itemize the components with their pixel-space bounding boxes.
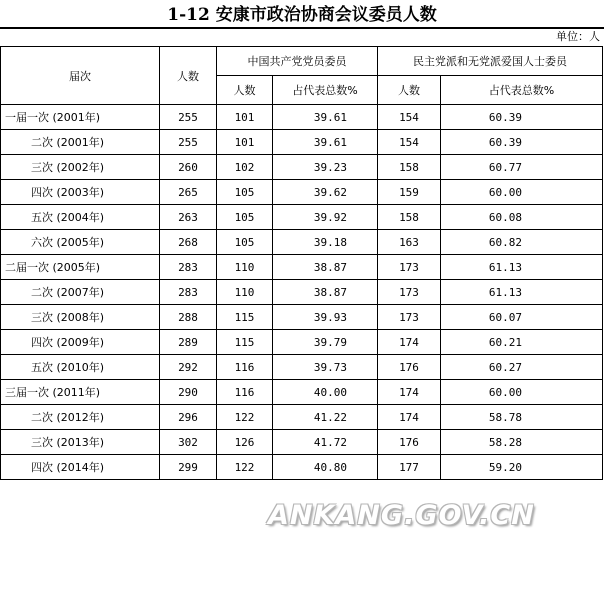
other-pct-cell: 60.00 xyxy=(441,380,603,405)
ccp-pct-cell: 39.61 xyxy=(273,105,378,130)
session-cell: 四次 (2009年) xyxy=(1,330,160,355)
ccp-count-cell: 105 xyxy=(217,180,273,205)
header-other-count: 人数 xyxy=(378,76,441,105)
table-row xyxy=(1,380,603,405)
total-cell: 260 xyxy=(160,155,217,180)
other-count-cell: 158 xyxy=(378,205,441,230)
other-count-cell: 174 xyxy=(378,330,441,355)
other-count-cell: 173 xyxy=(378,255,441,280)
total-cell: 263 xyxy=(160,205,217,230)
session-cell: 二次 (2001年) xyxy=(1,130,160,155)
other-pct-cell: 60.27 xyxy=(441,355,603,380)
other-count-cell: 176 xyxy=(378,355,441,380)
other-count-cell: 159 xyxy=(378,180,441,205)
other-count-cell: 154 xyxy=(378,130,441,155)
table-row xyxy=(1,180,603,205)
header-other-pct: 占代表总数% xyxy=(441,76,603,105)
other-count-cell: 173 xyxy=(378,280,441,305)
total-cell: 255 xyxy=(160,105,217,130)
ccp-count-cell: 122 xyxy=(217,455,273,480)
table-row xyxy=(1,230,603,255)
table-row xyxy=(1,130,603,155)
ccp-count-cell: 101 xyxy=(217,105,273,130)
other-count-cell: 174 xyxy=(378,380,441,405)
total-cell: 265 xyxy=(160,180,217,205)
ccp-count-cell: 126 xyxy=(217,430,273,455)
other-count-cell: 176 xyxy=(378,430,441,455)
session-cell: 一届一次 (2001年) xyxy=(1,105,160,130)
other-pct-cell: 61.13 xyxy=(441,280,603,305)
table-row xyxy=(1,405,603,430)
other-count-cell: 154 xyxy=(378,105,441,130)
table-row xyxy=(1,355,603,380)
total-cell: 299 xyxy=(160,455,217,480)
header-total: 人数 xyxy=(160,47,217,105)
ccp-count-cell: 115 xyxy=(217,305,273,330)
session-cell: 三次 (2013年) xyxy=(1,430,160,455)
ccp-pct-cell: 39.79 xyxy=(273,330,378,355)
total-cell: 255 xyxy=(160,130,217,155)
total-cell: 283 xyxy=(160,280,217,305)
other-pct-cell: 60.39 xyxy=(441,105,603,130)
other-pct-cell: 58.78 xyxy=(441,405,603,430)
table-row xyxy=(1,430,603,455)
ccp-count-cell: 122 xyxy=(217,405,273,430)
other-count-cell: 177 xyxy=(378,455,441,480)
other-pct-cell: 59.20 xyxy=(441,455,603,480)
header-row-1 xyxy=(1,47,603,76)
ccp-count-cell: 116 xyxy=(217,380,273,405)
title-divider xyxy=(0,27,604,29)
table-row xyxy=(1,330,603,355)
table-row xyxy=(1,205,603,230)
other-pct-cell: 60.39 xyxy=(441,130,603,155)
ccp-pct-cell: 41.22 xyxy=(273,405,378,430)
table-title: 1-12 安康市政治协商会议委员人数 xyxy=(167,5,437,25)
other-pct-cell: 61.13 xyxy=(441,255,603,280)
other-pct-cell: 60.77 xyxy=(441,155,603,180)
ccp-pct-cell: 40.80 xyxy=(273,455,378,480)
other-pct-cell: 60.08 xyxy=(441,205,603,230)
header-other-group: 民主党派和无党派爱国人士委员 xyxy=(378,47,603,76)
other-count-cell: 163 xyxy=(378,230,441,255)
ccp-pct-cell: 39.18 xyxy=(273,230,378,255)
unit-label: 单位：人 xyxy=(556,30,600,43)
session-cell: 四次 (2003年) xyxy=(1,180,160,205)
ccp-pct-cell: 39.61 xyxy=(273,130,378,155)
other-count-cell: 173 xyxy=(378,305,441,330)
session-cell: 二届一次 (2005年) xyxy=(1,255,160,280)
committee-members-table xyxy=(0,46,603,480)
session-cell: 三届一次 (2011年) xyxy=(1,380,160,405)
ccp-pct-cell: 39.73 xyxy=(273,355,378,380)
ccp-count-cell: 105 xyxy=(217,205,273,230)
table-row xyxy=(1,105,603,130)
table-row xyxy=(1,280,603,305)
session-cell: 三次 (2008年) xyxy=(1,305,160,330)
total-cell: 302 xyxy=(160,430,217,455)
session-cell: 五次 (2004年) xyxy=(1,205,160,230)
header-ccp-group: 中国共产党党员委员 xyxy=(217,47,378,76)
table-row xyxy=(1,255,603,280)
other-pct-cell: 60.00 xyxy=(441,180,603,205)
session-cell: 五次 (2010年) xyxy=(1,355,160,380)
other-pct-cell: 58.28 xyxy=(441,430,603,455)
table-row xyxy=(1,155,603,180)
table-row xyxy=(1,455,603,480)
total-cell: 288 xyxy=(160,305,217,330)
total-cell: 268 xyxy=(160,230,217,255)
session-cell: 二次 (2007年) xyxy=(1,280,160,305)
total-cell: 283 xyxy=(160,255,217,280)
header-ccp-count: 人数 xyxy=(217,76,273,105)
ccp-pct-cell: 39.23 xyxy=(273,155,378,180)
total-cell: 292 xyxy=(160,355,217,380)
site-watermark: ANKANG.GOV.CN xyxy=(268,500,535,531)
total-cell: 296 xyxy=(160,405,217,430)
ccp-pct-cell: 38.87 xyxy=(273,280,378,305)
other-pct-cell: 60.07 xyxy=(441,305,603,330)
ccp-count-cell: 102 xyxy=(217,155,273,180)
ccp-pct-cell: 39.93 xyxy=(273,305,378,330)
header-ccp-pct: 占代表总数% xyxy=(273,76,378,105)
table-row xyxy=(1,305,603,330)
ccp-pct-cell: 40.00 xyxy=(273,380,378,405)
session-cell: 四次 (2014年) xyxy=(1,455,160,480)
header-session: 届次 xyxy=(1,47,160,105)
ccp-count-cell: 105 xyxy=(217,230,273,255)
ccp-pct-cell: 39.92 xyxy=(273,205,378,230)
other-pct-cell: 60.82 xyxy=(441,230,603,255)
ccp-count-cell: 110 xyxy=(217,280,273,305)
ccp-count-cell: 110 xyxy=(217,255,273,280)
ccp-pct-cell: 38.87 xyxy=(273,255,378,280)
ccp-count-cell: 115 xyxy=(217,330,273,355)
ccp-count-cell: 116 xyxy=(217,355,273,380)
total-cell: 290 xyxy=(160,380,217,405)
other-pct-cell: 60.21 xyxy=(441,330,603,355)
ccp-pct-cell: 39.62 xyxy=(273,180,378,205)
other-count-cell: 158 xyxy=(378,155,441,180)
ccp-pct-cell: 41.72 xyxy=(273,430,378,455)
session-cell: 三次 (2002年) xyxy=(1,155,160,180)
session-cell: 六次 (2005年) xyxy=(1,230,160,255)
other-count-cell: 174 xyxy=(378,405,441,430)
ccp-count-cell: 101 xyxy=(217,130,273,155)
total-cell: 289 xyxy=(160,330,217,355)
session-cell: 二次 (2012年) xyxy=(1,405,160,430)
